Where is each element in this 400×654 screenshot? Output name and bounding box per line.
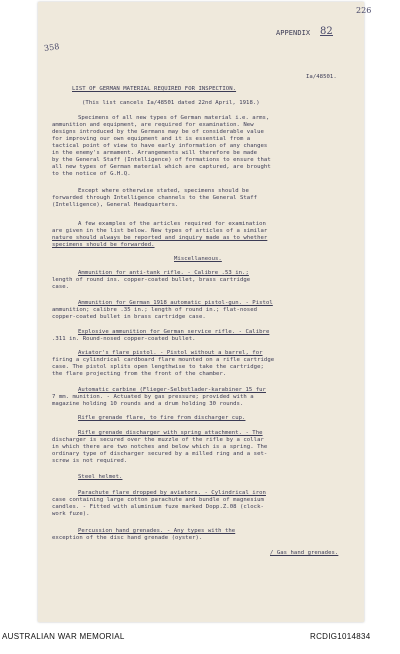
item-heading-line: Ammunition for anti-tank rifle. - Calibre .53 in.;	[78, 270, 249, 276]
item-heading-line: Parachute flare dropped by aviators. - Cylindrical iron	[78, 490, 266, 496]
text-line: work fuze).	[52, 511, 90, 517]
appendix-number: 82	[320, 26, 333, 37]
text-line: all new types of German material which are captured, are brought	[52, 164, 271, 170]
item-heading-line: Ammunition for German 1918 automatic pistol-gun. - Pistol	[78, 300, 273, 306]
item-heading-line: Rifle grenade discharger with spring attachment. - The	[78, 430, 263, 436]
text-line: case.	[52, 284, 70, 290]
text-line: the flare projecting from the front of the chamber.	[52, 371, 227, 377]
text-line: Specimens of all new types of German material i.e. arms,	[78, 115, 270, 121]
text-line: for improving our own equipment and it is essential from a	[52, 136, 251, 142]
reference-number: Ia/48501.	[306, 74, 337, 80]
text-line: discharger is secured over the muzzle of the rifle by a collar	[52, 437, 264, 443]
item-heading-line: Percussion hand grenades. - Any types with the	[78, 528, 236, 534]
text-line: case. The pistol splits open lengthwise to take the cartridge;	[52, 364, 264, 370]
text-line: 7 mm. munition. - Actuated by gas pressure; provided with a	[52, 394, 254, 400]
item-heading-line: Automatic carbine (Flieger-Selbstlader-karabiner 15 fur	[78, 387, 266, 393]
item-heading-line: Explosive ammunition for German service rifle. - Calibre	[78, 329, 270, 335]
item-heading-line: Aviator's flare pistol. - Pistol without a barrel, for	[78, 350, 263, 356]
text-line: tactical point of view to have early information of any changes	[52, 143, 268, 149]
item-heading-line: Rifle grenade flare, to fire from discharger cup.	[78, 415, 246, 421]
text-line: .311 in. Round-nosed copper-coated bullet.	[52, 336, 196, 342]
text-line: copper-coated bullet in brass cartridge case.	[52, 314, 206, 320]
text-line: case containing large cotton parachute and bundle of magnesium	[52, 497, 264, 503]
item-heading-line: Steel helmet.	[78, 474, 123, 480]
document-page	[38, 2, 372, 622]
appendix-label: APPENDIX	[276, 29, 311, 37]
text-line: (Intelligence), General Headquarters.	[52, 202, 179, 208]
text-line: firing a cylindrical cardboard flare mounted on a rifle cartridge	[52, 357, 275, 363]
margin-mark: 358	[43, 41, 60, 54]
text-line: in which there are two notches and below which is a spring. The	[52, 444, 268, 450]
page-number: 226	[356, 6, 372, 15]
text-line: exception of the disc hand grenade (oyster).	[52, 535, 203, 541]
footer-record-id: RCDIG1014834	[310, 632, 371, 641]
text-line: in the enemy's armament. Arrangements will therefore be made	[52, 150, 258, 156]
text-line: forwarded through Intelligence channels to the General Staff	[52, 195, 258, 201]
text-line: A few examples of the articles required for examination	[78, 221, 266, 227]
text-line: by the General Staff (Intelligence) of formations to ensure that	[52, 157, 271, 163]
text-line: screw is not required.	[52, 458, 128, 464]
text-line: are given in the list below. New types of articles of a similar	[52, 228, 268, 234]
misc-heading: Miscellaneous.	[174, 256, 222, 262]
text-line: ordinary type of discharger secured by a milled ring and a set-	[52, 451, 268, 457]
text-line: specimens should be forwarded.	[52, 242, 155, 248]
document-title: LIST OF GERMAN MATERIAL REQUIRED FOR INSPECTION.	[72, 86, 237, 92]
text-line: magazine holding 10 rounds and a drum holding 30 rounds.	[52, 401, 244, 407]
text-line: Except where otherwise stated, specimens should be	[78, 188, 249, 194]
text-line: length of round ins. copper-coated bullet, brass cartridge	[52, 277, 251, 283]
text-line: ammunition and equipment, are required for examination. New	[52, 122, 254, 128]
text-line: ammunition; calibre .35 in.; length of round in.; flat-nosed	[52, 307, 258, 313]
text-line: designs introduced by the Germans may be of considerable value	[52, 129, 264, 135]
text-line: candles. - Fitted with aluminium fuze marked Dopp.Z.08 (clock-	[52, 504, 264, 510]
text-line: nature should always be reported and inquiry made as to whether	[52, 235, 268, 241]
cancels-note: (This list cancels Ia/48501 dated 22nd April, 1918.)	[82, 100, 260, 106]
text-line: to the notice of G.H.Q.	[52, 171, 131, 177]
gas-grenades-line: / Gas hand grenades.	[270, 550, 339, 556]
footer-institution: AUSTRALIAN WAR MEMORIAL	[2, 632, 125, 641]
